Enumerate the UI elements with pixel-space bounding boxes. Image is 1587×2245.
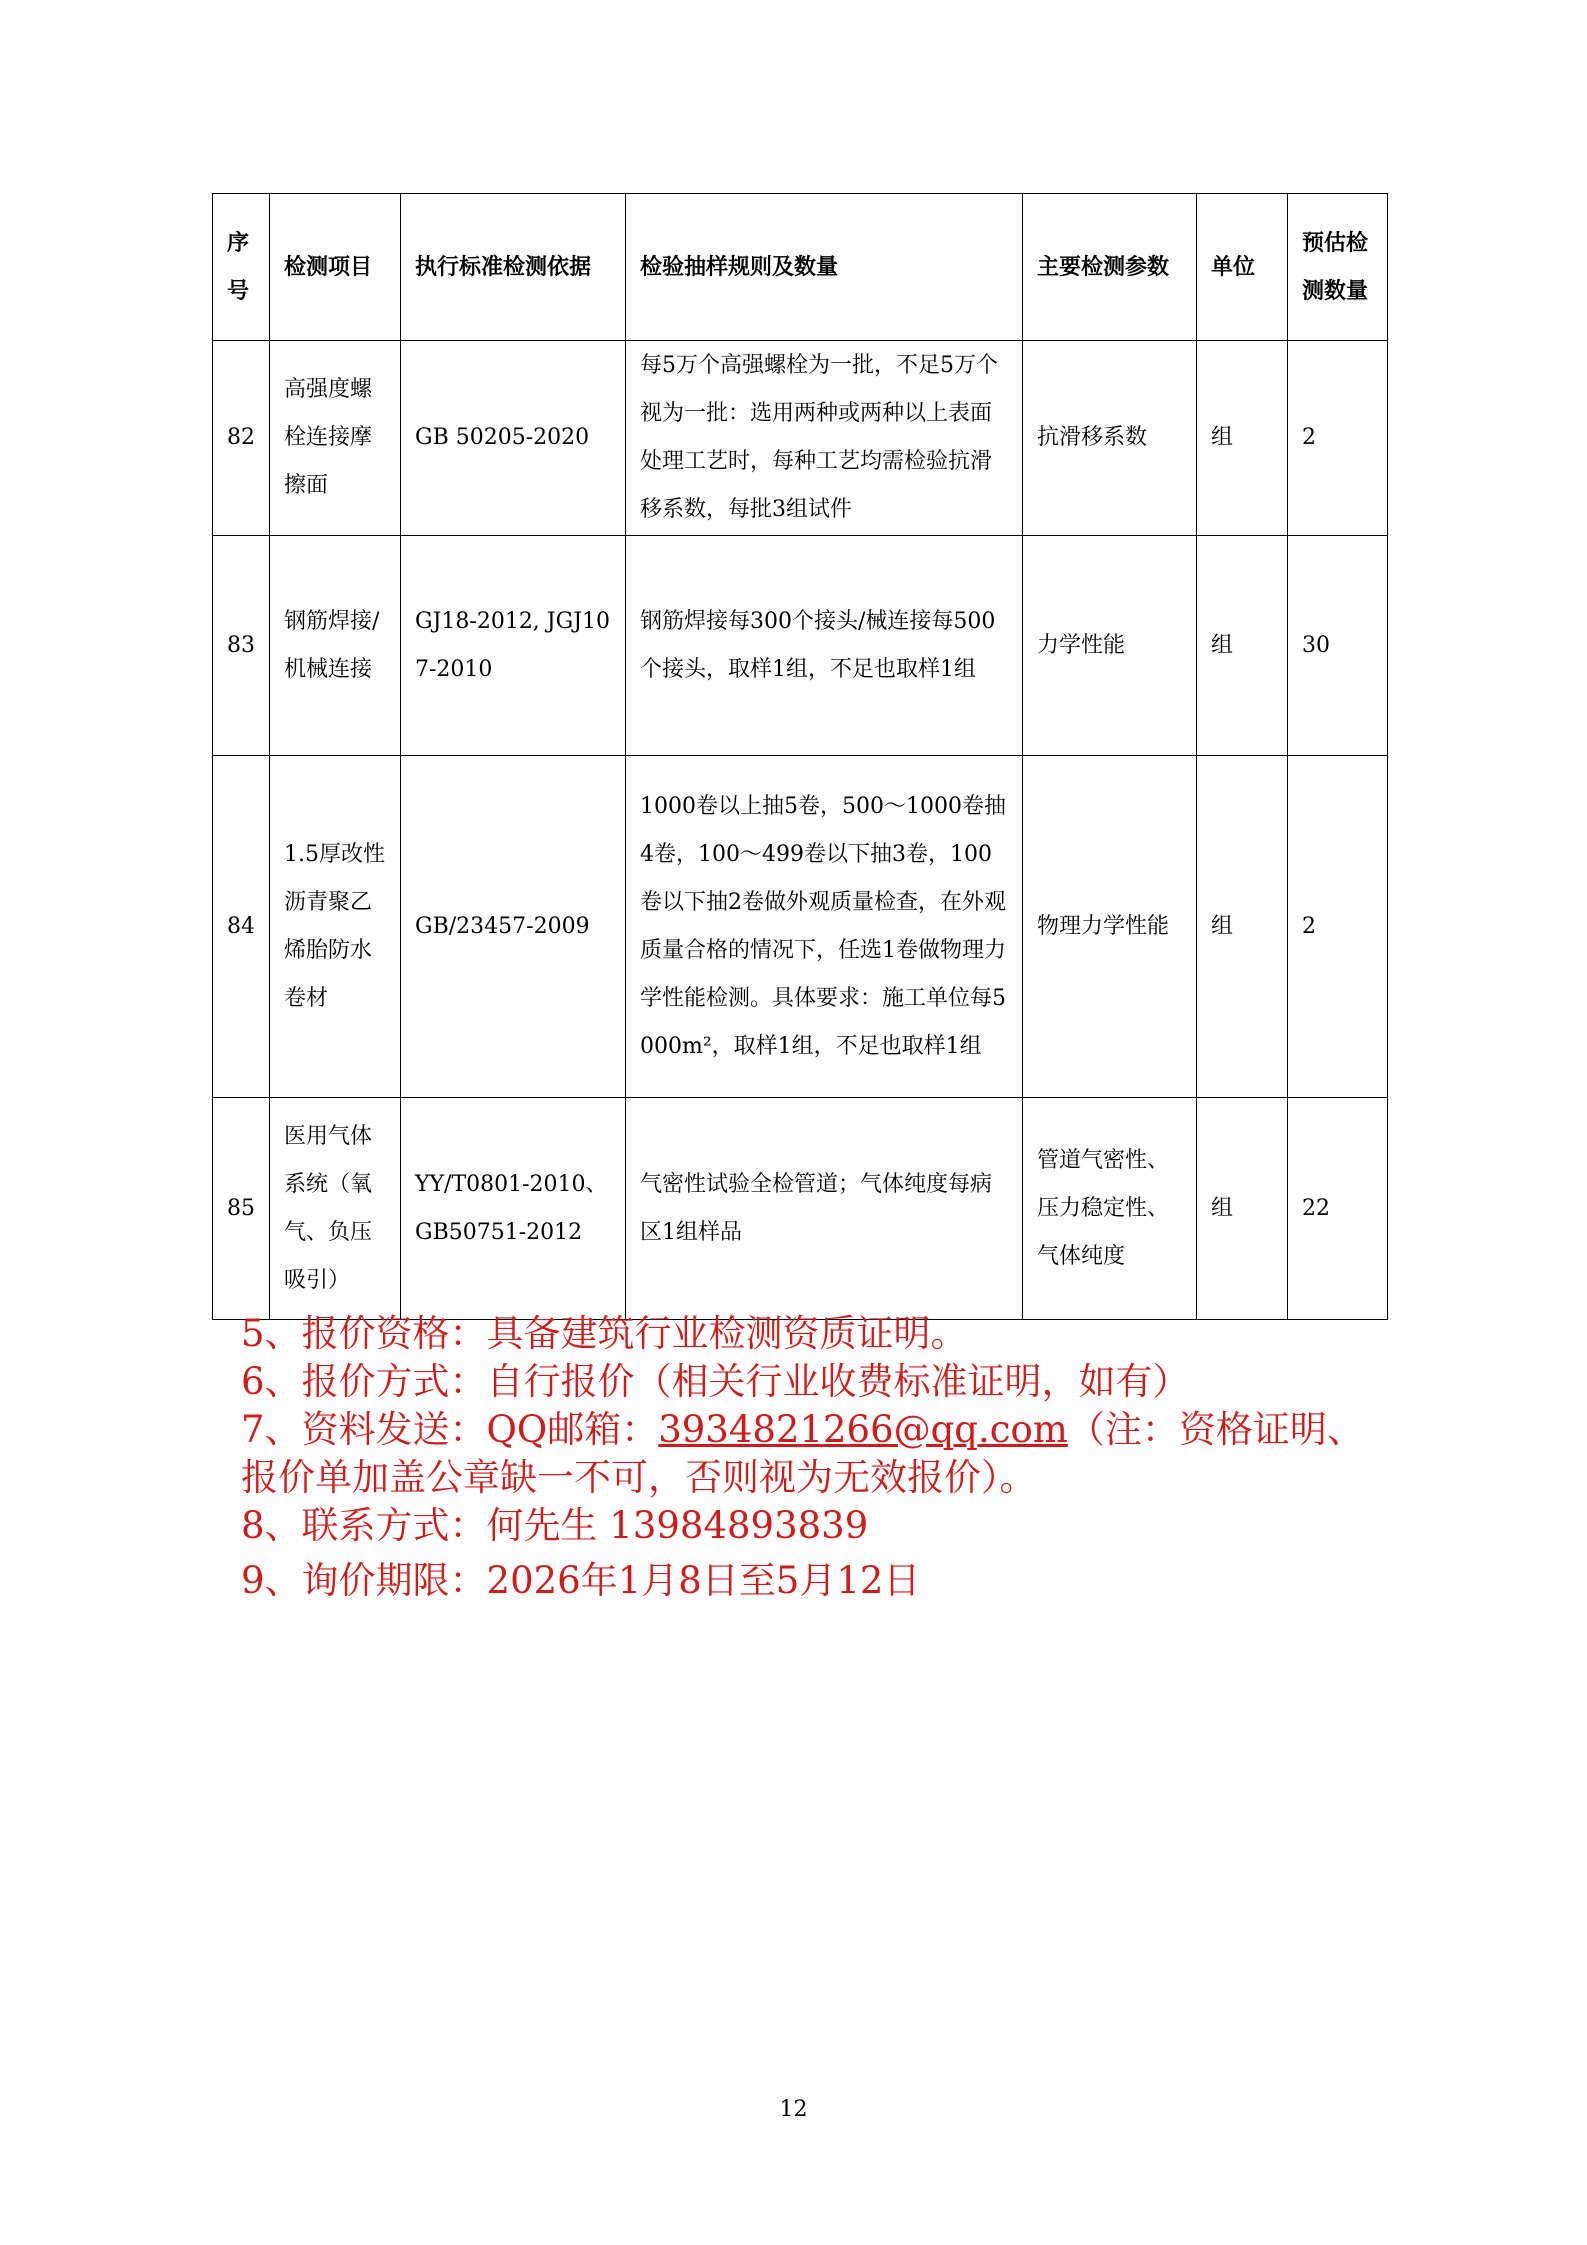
row-unit: 组 [1197, 756, 1288, 1098]
header-sampling: 检验抽样规则及数量 [626, 194, 1023, 341]
row-qty: 2 [1288, 341, 1388, 536]
table-row [213, 341, 1388, 536]
row-seq: 83 [213, 536, 270, 756]
header-unit: 单位 [1197, 194, 1288, 341]
row-qty: 30 [1288, 536, 1388, 756]
row-qty: 2 [1288, 756, 1388, 1098]
row-standard: YY/T0801-2010、GB50751-2012 [401, 1098, 626, 1320]
email-link[interactable]: 3934821266@qq.com [658, 1408, 1068, 1451]
note-submission [241, 1406, 1381, 1502]
quotation-notes [241, 1310, 1381, 1605]
note-quote-method: 6、报价方式：自行报价（相关行业收费标准证明，如有） [241, 1360, 1190, 1403]
row-params: 管道气密性、压力稳定性、气体纯度 [1023, 1098, 1197, 1320]
row-sampling: 气密性试验全检管道；气体纯度每病区1组样品 [626, 1098, 1023, 1320]
row-seq: 82 [213, 341, 270, 536]
row-params: 力学性能 [1023, 536, 1197, 756]
table-row [213, 536, 1388, 756]
note-deadline: 9、询价期限：2026年1月8日至5月12日 [241, 1559, 921, 1602]
header-seq: 序号 [213, 194, 270, 341]
row-item: 1.5厚改性沥青聚乙烯胎防水卷材 [270, 756, 401, 1098]
row-params: 物理力学性能 [1023, 756, 1197, 1098]
table-header-row [213, 194, 1388, 341]
row-sampling: 1000卷以上抽5卷，500～1000卷抽4卷，100～499卷以下抽3卷，100卷以下抽2卷做外观质量检查，在外观质量合格的情况下，任选1卷做物理力学性能检测。具体要求：施工单位每5000m²，取样1组，不足也取样1组 [626, 756, 1023, 1098]
row-sampling: 每5万个高强螺栓为一批，不足5万个视为一批：选用两种或两种以上表面处理工艺时，每种工艺均需检验抗滑移系数，每批3组试件 [626, 341, 1023, 536]
row-item: 钢筋焊接/机械连接 [270, 536, 401, 756]
inspection-table [212, 193, 1388, 1320]
row-standard: GJ18-2012, JGJ107-2010 [401, 536, 626, 756]
header-qty: 预估检测数量 [1288, 194, 1388, 341]
note-qualification: 5、报价资格：具备建筑行业检测资质证明。 [241, 1312, 968, 1355]
header-standard: 执行标准检测依据 [401, 194, 626, 341]
header-item: 检测项目 [270, 194, 401, 341]
row-unit: 组 [1197, 1098, 1288, 1320]
table-row [213, 1098, 1388, 1320]
row-params: 抗滑移系数 [1023, 341, 1197, 536]
header-params: 主要检测参数 [1023, 194, 1197, 341]
table-row [213, 756, 1388, 1098]
page-number: 12 [779, 2097, 808, 2122]
row-qty: 22 [1288, 1098, 1388, 1320]
row-sampling: 钢筋焊接每300个接头/械连接每500个接头，取样1组，不足也取样1组 [626, 536, 1023, 756]
row-standard: GB 50205-2020 [401, 341, 626, 536]
note-submission-prefix: 7、资料发送：QQ邮箱： [241, 1408, 659, 1451]
row-item: 医用气体系统（氧气、负压吸引） [270, 1098, 401, 1320]
row-seq: 85 [213, 1098, 270, 1320]
note-contact: 8、联系方式：何先生 13984893839 [241, 1504, 869, 1547]
row-unit: 组 [1197, 536, 1288, 756]
row-seq: 84 [213, 756, 270, 1098]
note-submission-suffix: （注：资格证明、报价单加盖公章缺一不可，否则视为无效报价）。 [241, 1408, 1364, 1499]
row-standard: GB/23457-2009 [401, 756, 626, 1098]
row-unit: 组 [1197, 341, 1288, 536]
row-item: 高强度螺栓连接摩擦面 [270, 341, 401, 536]
